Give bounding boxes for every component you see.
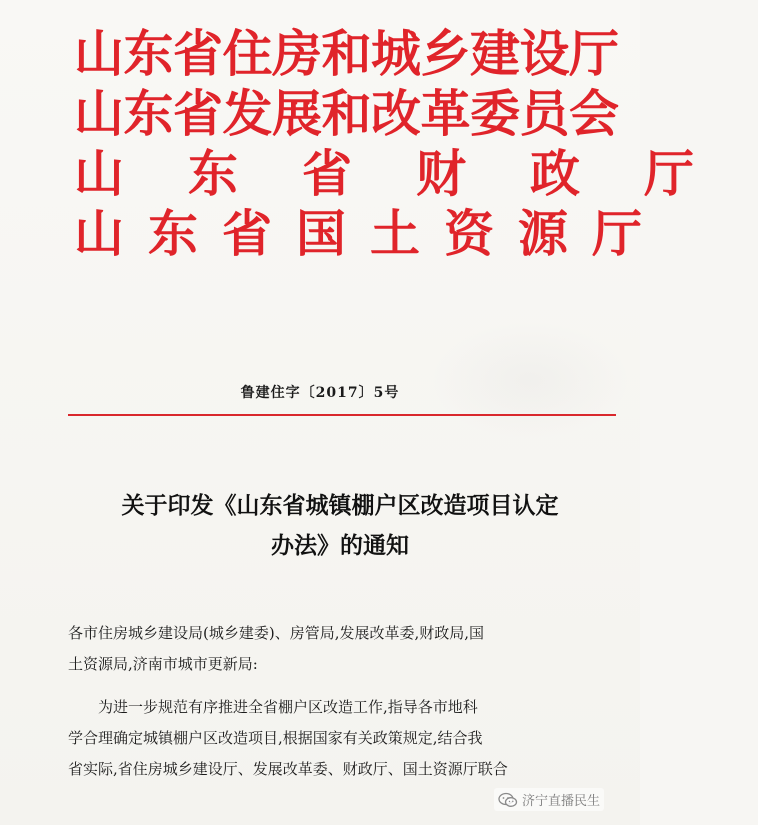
addressee-line-2: 土资源局,济南市城市更新局: [68,655,258,673]
document-title [60,486,620,566]
document-title-line-2: 办法》的通知 [271,532,409,559]
addressee-block [68,618,623,680]
issuing-authorities-header [74,24,758,264]
document-number: 鲁建住字〔2017〕5号 [240,385,400,401]
issuer-line-2 [74,84,619,144]
addressee-line-1: 各市住房城乡建设局(城乡建委)、房管局,发展改革委,财政局,国 [68,624,485,642]
issuer-line-4-text: 山东省国土资源厅 [74,204,666,263]
body-paragraph [68,692,623,785]
issuer-line-1 [74,24,619,84]
issuer-line-1-text: 山东省住房和城乡建设厅 [74,24,619,83]
paragraph-line-2: 学合理确定城镇棚户区改造项目,根据国家有关政策规定,结合我 [68,729,483,747]
document-title-line-1: 关于印发《山东省城镇棚户区改造项目认定 [121,492,559,519]
red-separator-line [68,414,616,416]
issuer-line-3-text: 山东省财政厅 [74,144,758,203]
issuer-line-2-text: 山东省发展和改革委员会 [74,84,619,143]
wechat-icon [498,792,518,808]
source-watermark [494,788,604,811]
faint-stamp-shadow [430,320,630,440]
issuer-line-4 [74,204,666,264]
paragraph-line-3: 省实际,省住房城乡建设厅、发展改革委、财政厅、国土资源厅联合 [68,760,508,778]
watermark-text: 济宁直播民生 [522,794,601,809]
issuer-line-3 [74,144,758,204]
paragraph-line-1: 为进一步规范有序推进全省棚户区改造工作,指导各市地科 [98,698,478,716]
